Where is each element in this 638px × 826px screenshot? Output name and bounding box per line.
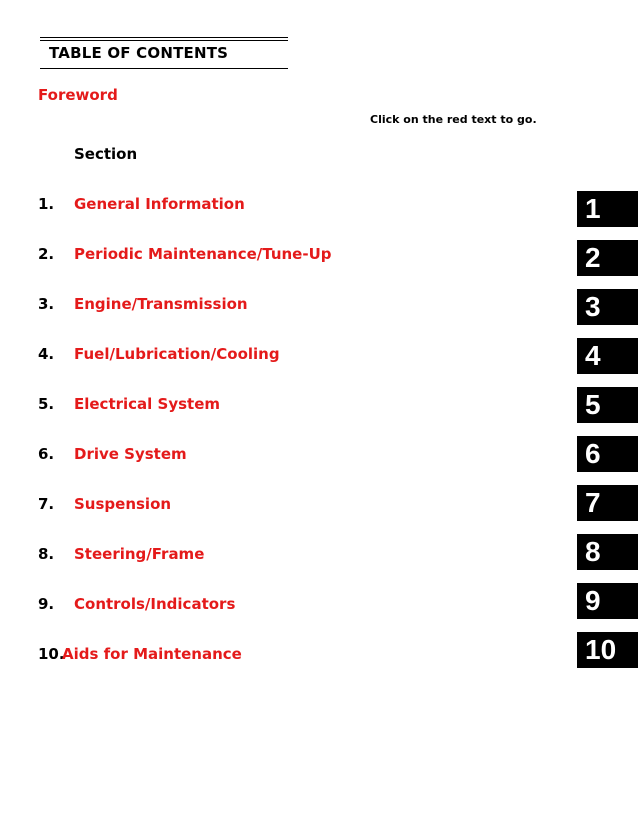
section-tab-5[interactable]: 5 bbox=[577, 387, 638, 423]
section-tab-10[interactable]: 10 bbox=[577, 632, 638, 668]
section-link-suspension[interactable]: Suspension bbox=[74, 495, 172, 513]
section-number: 10. bbox=[38, 645, 65, 663]
section-number: 1. bbox=[38, 195, 55, 213]
navigation-hint: Click on the red text to go. bbox=[370, 113, 537, 126]
section-number: 6. bbox=[38, 445, 55, 463]
foreword-link[interactable]: Foreword bbox=[38, 86, 118, 104]
section-number: 5. bbox=[38, 395, 55, 413]
section-number: 3. bbox=[38, 295, 55, 313]
page-title: TABLE OF CONTENTS bbox=[49, 44, 229, 62]
section-number: 2. bbox=[38, 245, 55, 263]
section-tab-7[interactable]: 7 bbox=[577, 485, 638, 521]
section-number: 8. bbox=[38, 545, 55, 563]
section-link-general-information[interactable]: General Information bbox=[74, 195, 245, 213]
section-link-controls-indicators[interactable]: Controls/Indicators bbox=[74, 595, 236, 613]
section-link-engine-transmission[interactable]: Engine/Transmission bbox=[74, 295, 248, 313]
toc-row bbox=[0, 295, 638, 335]
toc-row bbox=[0, 645, 638, 685]
toc-row bbox=[0, 395, 638, 435]
section-tab-3[interactable]: 3 bbox=[577, 289, 638, 325]
toc-row bbox=[0, 345, 638, 385]
section-tab-8[interactable]: 8 bbox=[577, 534, 638, 570]
section-tab-2[interactable]: 2 bbox=[577, 240, 638, 276]
section-tab-6[interactable]: 6 bbox=[577, 436, 638, 472]
section-number: 4. bbox=[38, 345, 55, 363]
section-number: 9. bbox=[38, 595, 55, 613]
section-heading: Section bbox=[74, 145, 138, 163]
section-link-aids-for-maintenance[interactable]: Aids for Maintenance bbox=[62, 645, 242, 663]
section-link-electrical-system[interactable]: Electrical System bbox=[74, 395, 221, 413]
toc-row bbox=[0, 495, 638, 535]
toc-row bbox=[0, 195, 638, 235]
section-number: 7. bbox=[38, 495, 55, 513]
section-link-steering-frame[interactable]: Steering/Frame bbox=[74, 545, 205, 563]
section-tab-9[interactable]: 9 bbox=[577, 583, 638, 619]
section-link-periodic-maintenance[interactable]: Periodic Maintenance/Tune-Up bbox=[74, 245, 332, 263]
section-link-drive-system[interactable]: Drive System bbox=[74, 445, 187, 463]
section-link-fuel-lubrication-cooling[interactable]: Fuel/Lubrication/Cooling bbox=[74, 345, 280, 363]
section-tab-1[interactable]: 1 bbox=[577, 191, 638, 227]
section-tab-4[interactable]: 4 bbox=[577, 338, 638, 374]
toc-row bbox=[0, 545, 638, 585]
toc-row bbox=[0, 445, 638, 485]
toc-row bbox=[0, 595, 638, 635]
toc-row bbox=[0, 245, 638, 285]
